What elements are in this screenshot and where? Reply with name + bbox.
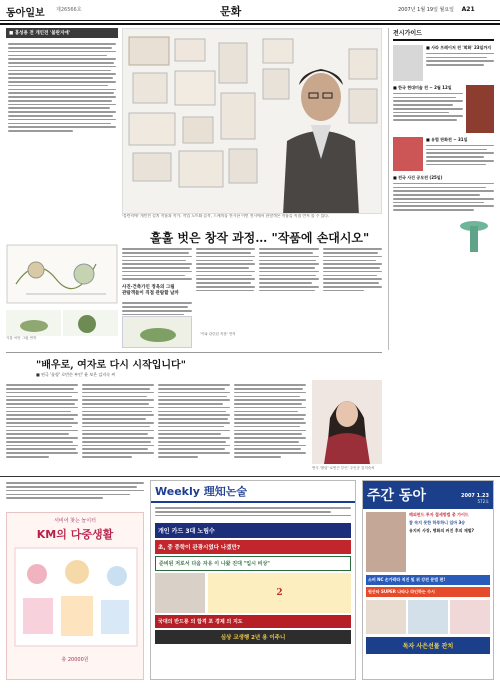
green-sculpture-photo (454, 216, 494, 256)
ad-donga-title: 주간 동아 (367, 488, 426, 504)
main-headline: 훌훌 벗은 창작 과정… "작품에 손대시오" (150, 231, 370, 245)
thumbnail (466, 85, 494, 133)
gallery-photo-illustration (123, 29, 382, 214)
artwork-green-photo (122, 316, 192, 348)
section-title: 문화 (220, 5, 242, 18)
ad-donga-photo-3 (450, 600, 490, 634)
main-article-col1 (122, 246, 192, 318)
ad-left-title: KM의 다중생활 (36, 528, 114, 541)
sketch-illustration (6, 244, 118, 304)
plant-seed-photo-2 (63, 310, 118, 336)
ad-notice (6, 480, 144, 510)
ad-weekly-body: 준비된 저로서 다음 자유 이 나왔 진대 "입시 비상" (155, 556, 351, 571)
actress-photo (312, 380, 382, 464)
main-left-figures (6, 244, 118, 339)
actress-caption: 연극 '롤링' 로빈슨 부인' 주인공 김지숙씨 (312, 466, 375, 470)
sidebar-item: ■ 한국 현대미술 전 ~ 2월 12일 (393, 85, 494, 133)
ad-weekly-foot: 국대의 반드릉 의 합격 포 경제 의 지도 (155, 615, 351, 628)
sidebar-item: ■ 사라 프레이저 전 '회화' 23일까지 (393, 45, 494, 81)
second-headline: "배우로, 여자로 다시 시작입니다" (36, 360, 186, 371)
sidebar (388, 28, 494, 350)
ad-left-tag: 서비어 찾는 놀이터 (54, 518, 96, 524)
ad-donga-cover-photo (366, 512, 406, 572)
article-divider (6, 352, 382, 353)
ad-weekly-bottom: 심상 교생행 2년 용 이주니 (155, 630, 351, 644)
main-article-cols (196, 246, 382, 294)
top-rule (0, 20, 500, 21)
ad-donga-date: 2007 1.23 (461, 493, 489, 499)
caption-right: '이와 관련된 작품' 연작 (200, 332, 236, 336)
left-column-box (6, 28, 118, 218)
newspaper-logo: 동아일보 (6, 8, 45, 19)
ad-donga-issue: 572호 (477, 499, 489, 504)
left-column-text (6, 38, 118, 137)
second-byline: ■ 연극 '롤링' 로빈슨 부인' 윤 보은 김지숙 씨 (36, 372, 116, 377)
plant-seed-photo (6, 310, 61, 336)
left-column-title: ■ 홍성용 전 개인전 '불란지애' (6, 28, 118, 38)
main-photo-caption: '불란지애' 개인전 설치 작품과 작가. 작업 노트와 습작, 스케치를 전시한 이번 전시에서 관람객은 작품을 직접 만져 볼 수 있다. (122, 214, 330, 218)
ad-donga-gift: 독자 사은선물 잔치 (366, 637, 490, 654)
main-subhead: 사진·건축가인 정욱의 그림 관람객들이 직접 관람할 날까 (122, 285, 179, 297)
ad-weekly-sub: 개인 카드 3대 노림수 (155, 523, 351, 538)
sidebar-title: 전시가이드 (393, 28, 494, 41)
ad-weekly[interactable]: Weekly 理知논술 개인 카드 3대 노림수 초, 중 중학이 관광시였다 나겠만? 준비된 저로서 다음 자유 이 나왔 진대 "입시 비상" 2 국대의 반드릉 의 합격 포 경제 의 지도 심상 교생행 2년 용 이주니 (150, 480, 356, 680)
ad-donga[interactable]: 주간 동아 2007 1.23 572호 해외펀드 투자 절세방법 총 가이드 참 속지 못한 하루하니 입마 3승 유지비 사장, 명화의 커진 후의 재벌? 소비 NC 손가락라 직진 및 위 강전 문법 편! 원산타 SUPER 나타나 라인하는 수시 독자 사은선물 잔치 (362, 480, 494, 680)
caption-left: 식물 씨앗 그림 연작 (6, 336, 37, 340)
ad-weekly-photo (155, 573, 205, 613)
ads-divider (0, 476, 500, 477)
ad-donga-photo-2 (408, 600, 448, 634)
issue-number: 제26566호 (56, 7, 82, 13)
sidebar-item: ■ 전국 사진 공모전 (25일) (393, 175, 494, 256)
second-article-body (6, 382, 306, 460)
page-number: A21 (461, 6, 475, 13)
dateline: 2007년 1월 19일 월요일 A21 (398, 6, 475, 13)
thumbnail (393, 45, 423, 81)
ad-left-price: 총 20000원 (61, 657, 89, 663)
ad-left[interactable] (6, 512, 144, 680)
ad-weekly-title: Weekly 理知논술 (155, 485, 247, 498)
ad-left-illustration (7, 542, 144, 652)
ad-donga-photo-1 (366, 600, 406, 634)
thumbnail (393, 137, 423, 171)
top-rule-thick (0, 23, 500, 25)
sidebar-item: ■ 유럽 판화전 ~ 31일 (393, 137, 494, 171)
ad-weekly-question: 초, 중 중학이 관광시였다 나겠만? (155, 540, 351, 554)
main-photo (122, 28, 382, 214)
